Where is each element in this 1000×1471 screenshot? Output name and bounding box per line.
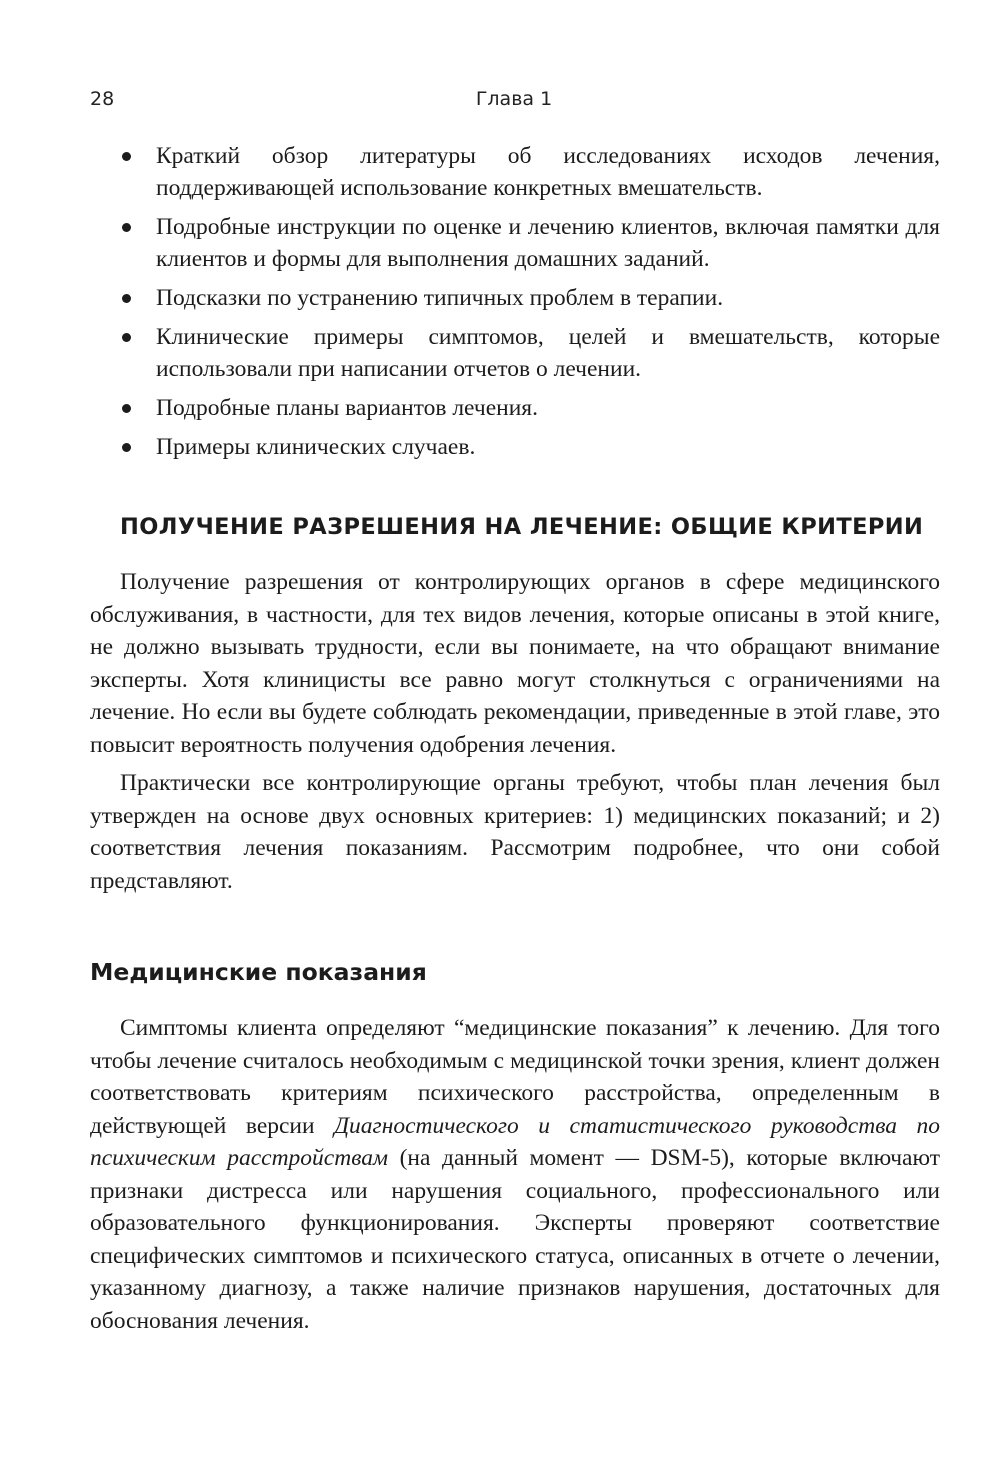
list-item [118, 321, 940, 385]
bullet-icon [122, 333, 131, 342]
subsection-heading: Медицинские показания [90, 958, 427, 986]
list-item-text: Краткий обзор литературы об исследованиях исходов лечения, поддерживающей использование конкретных вмешательств. [156, 143, 940, 201]
list-item-text: Подсказки по устранению типичных проблем в терапии. [156, 285, 724, 311]
list-item [118, 431, 940, 463]
section-heading: ПОЛУЧЕНИЕ РАЗРЕШЕНИЯ НА ЛЕЧЕНИЕ: ОБЩИЕ КРИТЕРИИ [120, 514, 924, 540]
subsection-body [90, 1012, 940, 1343]
section-body [90, 566, 940, 903]
chapter-title: Глава 1 [475, 88, 553, 110]
list-item-text: Подробные планы вариантов лечения. [156, 395, 538, 421]
page-number: 28 [90, 88, 115, 110]
bullet-icon [122, 294, 131, 303]
list-item [118, 211, 940, 275]
list-item-text: Подробные инструкции по оценке и лечению клиентов, включая памятки для клиентов и формы для выполнения домашних заданий. [156, 214, 940, 272]
list-item [118, 282, 940, 314]
bullet-icon [122, 152, 131, 161]
paragraph [90, 1012, 940, 1337]
list-item [118, 392, 940, 424]
book-title-italic: Диагностического и статистического руководства по психическим расстройствам [90, 1112, 940, 1171]
bullet-icon [122, 223, 131, 232]
running-head [90, 88, 938, 116]
bullet-list [118, 140, 940, 470]
bullet-icon [122, 443, 131, 452]
paragraph: Получение разрешения от контролирующих органов в сфере медицинского обслуживания, в частности, для тех видов лечения, которые описаны в этой книге, не должно вызывать трудности, если вы понимаете, на что обращают внимание эксперты. Хотя клиницисты все равно могут столкнуться с ограничениями на лечение. Но если вы будете соблюдать рекомендации, приведенные в этой главе, это повысит вероятность получения одобрения лечения. [90, 569, 940, 758]
bullet-icon [122, 404, 131, 413]
paragraph-text-start: Симптомы клиента определяют “медицинские показания” к лечению. Для того чтобы лечение считалось необходимым с медицинской точки зрения, клиент должен соответствовать критериям психического расстройства, определенным в действующей версии [90, 1015, 940, 1139]
paragraph-text-end: (на данный момент — DSM-5), которые включают признаки дистресса или нарушения социального, профессионального или образовательного функционирования. Эксперты проверяют соответствие специфических симптомов и психического статуса, описанных в отчете о лечении, указанному диагнозу, а также наличие признаков нарушения, достаточных для обоснования лечения. [90, 1145, 941, 1334]
list-item-text: Примеры клинических случаев. [156, 434, 476, 460]
list-item [118, 140, 940, 204]
list-item-text: Клинические примеры симптомов, целей и вмешательств, которые использовали при написании отчетов о лечении. [156, 324, 940, 382]
paragraph: Практически все контролирующие органы требуют, чтобы план лечения был утвержден на основе двух основных критериев: 1) медицинских показаний; и 2) соответствия лечения показаниям. Рассмотрим подробнее, что они собой представляют. [90, 770, 940, 894]
